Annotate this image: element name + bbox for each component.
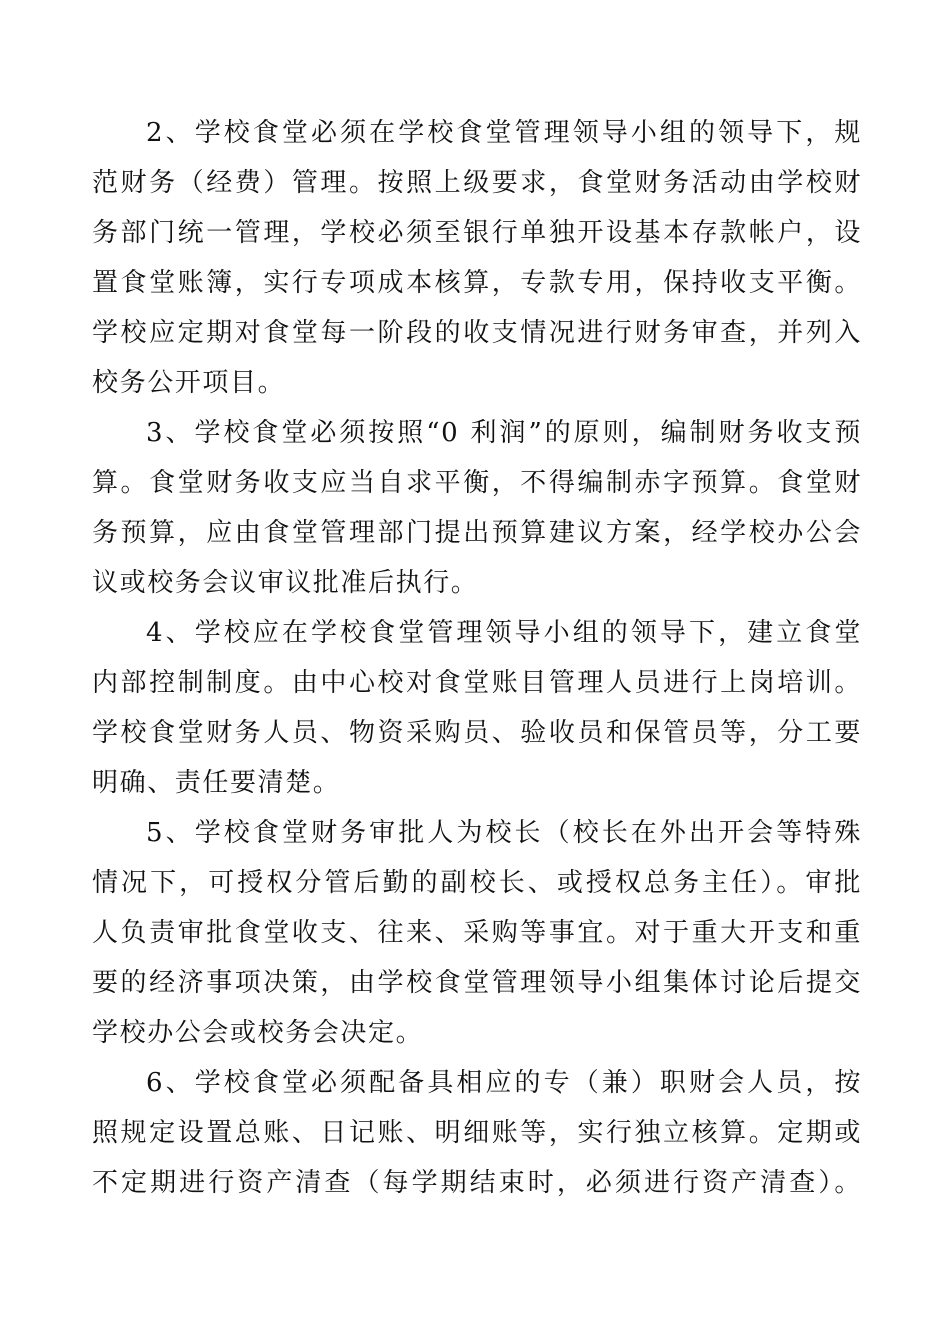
paragraph-item-4: [92, 608, 862, 808]
paragraph-line: 务部门统一管理，学校必须至银行单独开设基本存款帐户，设: [92, 218, 862, 248]
paragraph-line: 4、学校应在学校食堂管理领导小组的领导下，建立食堂: [146, 618, 862, 648]
paragraph-line: 议或校务会议审议批准后执行。: [92, 568, 479, 598]
paragraph-line: 6、学校食堂必须配备具相应的专（兼）职财会人员，按: [146, 1068, 862, 1098]
paragraph-line: 校务公开项目。: [92, 368, 286, 398]
paragraph-line: 明确、责任要清楚。: [92, 768, 341, 798]
paragraph-line: 学校应定期对食堂每一阶段的收支情况进行财务审查，并列入: [92, 318, 862, 348]
paragraph-line: 内部控制制度。由中心校对食堂账目管理人员进行上岗培训。: [92, 668, 862, 698]
paragraph-line: 人负责审批食堂收支、往来、采购等事宜。对于重大开支和重: [92, 918, 862, 948]
paragraph-line: 学校食堂财务人员、物资采购员、验收员和保管员等，分工要: [92, 718, 862, 748]
paragraph-line: 算。食堂财务收支应当自求平衡，不得编制赤字预算。食堂财: [92, 468, 862, 498]
document-body: [92, 108, 862, 1208]
paragraph-line: 务预算，应由食堂管理部门提出预算建议方案，经学校办公会: [92, 518, 862, 548]
paragraph-item-5: [92, 808, 862, 1058]
paragraph-line: 照规定设置总账、日记账、明细账等，实行独立核算。定期或: [92, 1118, 862, 1148]
paragraph-item-2: [92, 108, 862, 408]
paragraph-line: 范财务（经费）管理。按照上级要求，食堂财务活动由学校财: [92, 168, 862, 198]
paragraph-line: 情况下，可授权分管后勤的副校长、或授权总务主任）。审批: [92, 868, 862, 898]
paragraph-line: 5、学校食堂财务审批人为校长（校长在外出开会等特殊: [146, 818, 862, 848]
paragraph-line: 2、学校食堂必须在学校食堂管理领导小组的领导下，规: [146, 118, 862, 148]
paragraph-line: 置食堂账簿，实行专项成本核算，专款专用，保持收支平衡。: [92, 268, 862, 298]
paragraph-line: 要的经济事项决策，由学校食堂管理领导小组集体讨论后提交: [92, 968, 862, 998]
paragraph-line: 学校办公会或校务会决定。: [92, 1018, 424, 1048]
paragraph-line: 3、学校食堂必须按照“0 利润”的原则，编制财务收支预: [146, 418, 862, 448]
paragraph-item-6: [92, 1058, 862, 1208]
paragraph-item-3: [92, 408, 862, 608]
paragraph-line: 不定期进行资产清查（每学期结束时，必须进行资产清查）。: [92, 1168, 862, 1198]
